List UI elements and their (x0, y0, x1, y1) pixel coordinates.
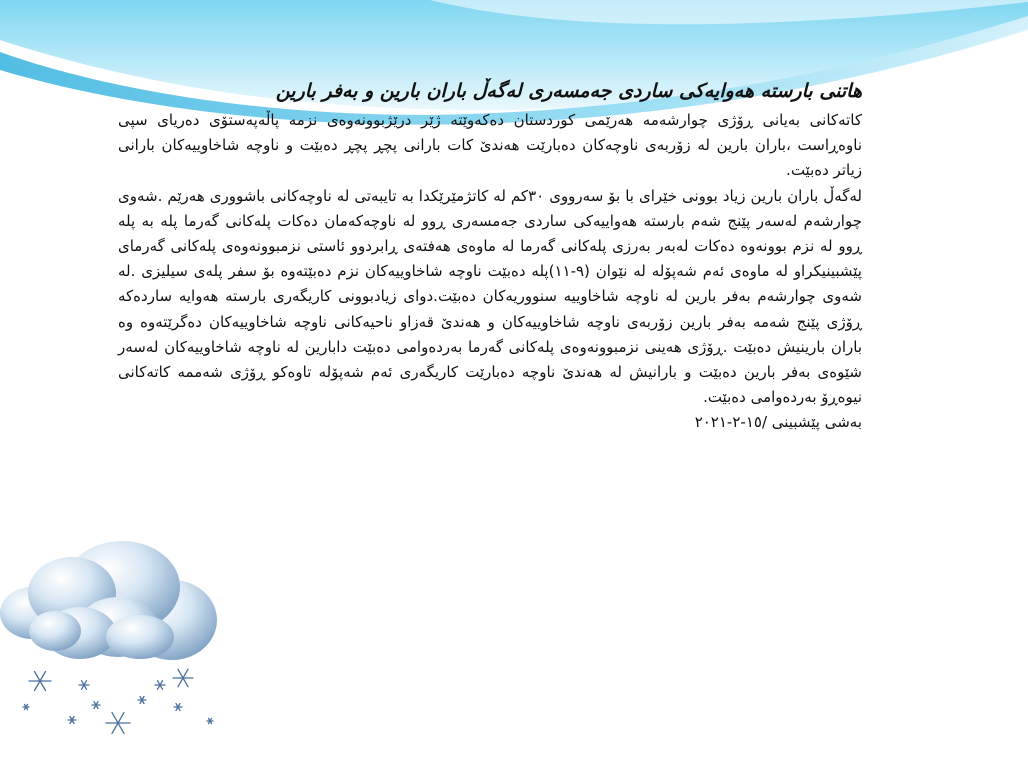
slide-title: هاتنی بارستە هەوایەکی ساردی جەمسەری لەگەڵ باران بارین و بەفر بارین (275, 80, 862, 102)
snowflake-icon (68, 717, 76, 724)
snowflake-icon (207, 718, 213, 723)
snowflake-icon (23, 704, 29, 709)
snowflake-icon (174, 704, 182, 711)
snowflakes (23, 669, 213, 733)
snowflake-icon (106, 713, 130, 734)
snowflake-icon (155, 681, 165, 690)
snow-cloud-icon (0, 535, 222, 750)
snowflake-icon (173, 669, 193, 686)
snowflake-icon (138, 697, 146, 704)
forecast-body (118, 108, 862, 436)
snowflake-icon (29, 672, 51, 691)
forecast-paragraph: کاتەکانی بەیانی ڕۆژی چوارشەمە هەرێمی کوردستان دەکەوێتە ژێر درێژبوونەوەی نزمە پاڵەپەستۆی دەریای سپی ناوەڕاست ،باران بارین لە زۆربەی ناوچەکان دەبارێت هەندێ کات بارانی پچڕ پچڕ دەبێت و ناوچە شاخاوییەکان بارانی زیاتر دەبێت. (118, 111, 862, 180)
cloud-shape (0, 541, 217, 660)
forecast-department-date: بەشی پێشبینی /١٥-٢-٢٠٢١ (694, 413, 862, 432)
snowflake-icon (79, 681, 89, 690)
snowflake-icon (92, 702, 100, 709)
forecast-paragraph: لەگەڵ باران بارین زیاد بوونی خێرای با بۆ سەرووی ٣٠کم لە کاتژمێرێکدا بە تایبەتی لە ناوچەکانی باشووری هەرێم .شەوی چوارشەم لەسەر پێنج شەم بارستە هەواییەکی ساردی جەمسەری ڕوو لە ناوچەکەمان دەکات پلەکانی گەرما پلە بە پلە ڕوو لە نزم بوونەوە دەکات لەبەر بەرزی پلەکانی گەرما لە ماوەی هەفتەی ڕابردوو ئاستی نزمبوونەوەی پلەکانی گەرمای پێشبینیکراو لە ماوەی ئەم شەپۆلە لە نێوان (٩-١١)پلە دەبێت ناوچە شاخاوییەکان نزم دەبێتەوە بۆ سفر پلەی سیلیزی .لە شەوی چوارشەم بەفر بارین لە ناوچە شاخاوییە سنووریەکان دەبێت.دوای زیادبوونی کاریگەری بارستە هەوایە ساردەکە ڕۆژی پێنج شەمە بەفر بارین زۆربەی ناوچە شاخاوییەکان و هەندێ قەزاو ناحیەکانی ناوچە شاخاوییەکان دەگرێتەوە وە باران بارینیش دەبێت .ڕۆژی هەینی نزمبوونەوەی پلەکانی گەرما بەردەوامی دەبێت دابارین لە ناوچە شاخاوییەکان لەسەر شێوەی بەفر بارین دەبێت و بارانیش لە هەندێ ناوچە دەبارێت کاریگەری ئەم شەپۆلە تاوەکو ڕۆژی شەممە کاتەکانی نیوەڕۆ بەردەوامی دەبێت. (118, 186, 863, 407)
